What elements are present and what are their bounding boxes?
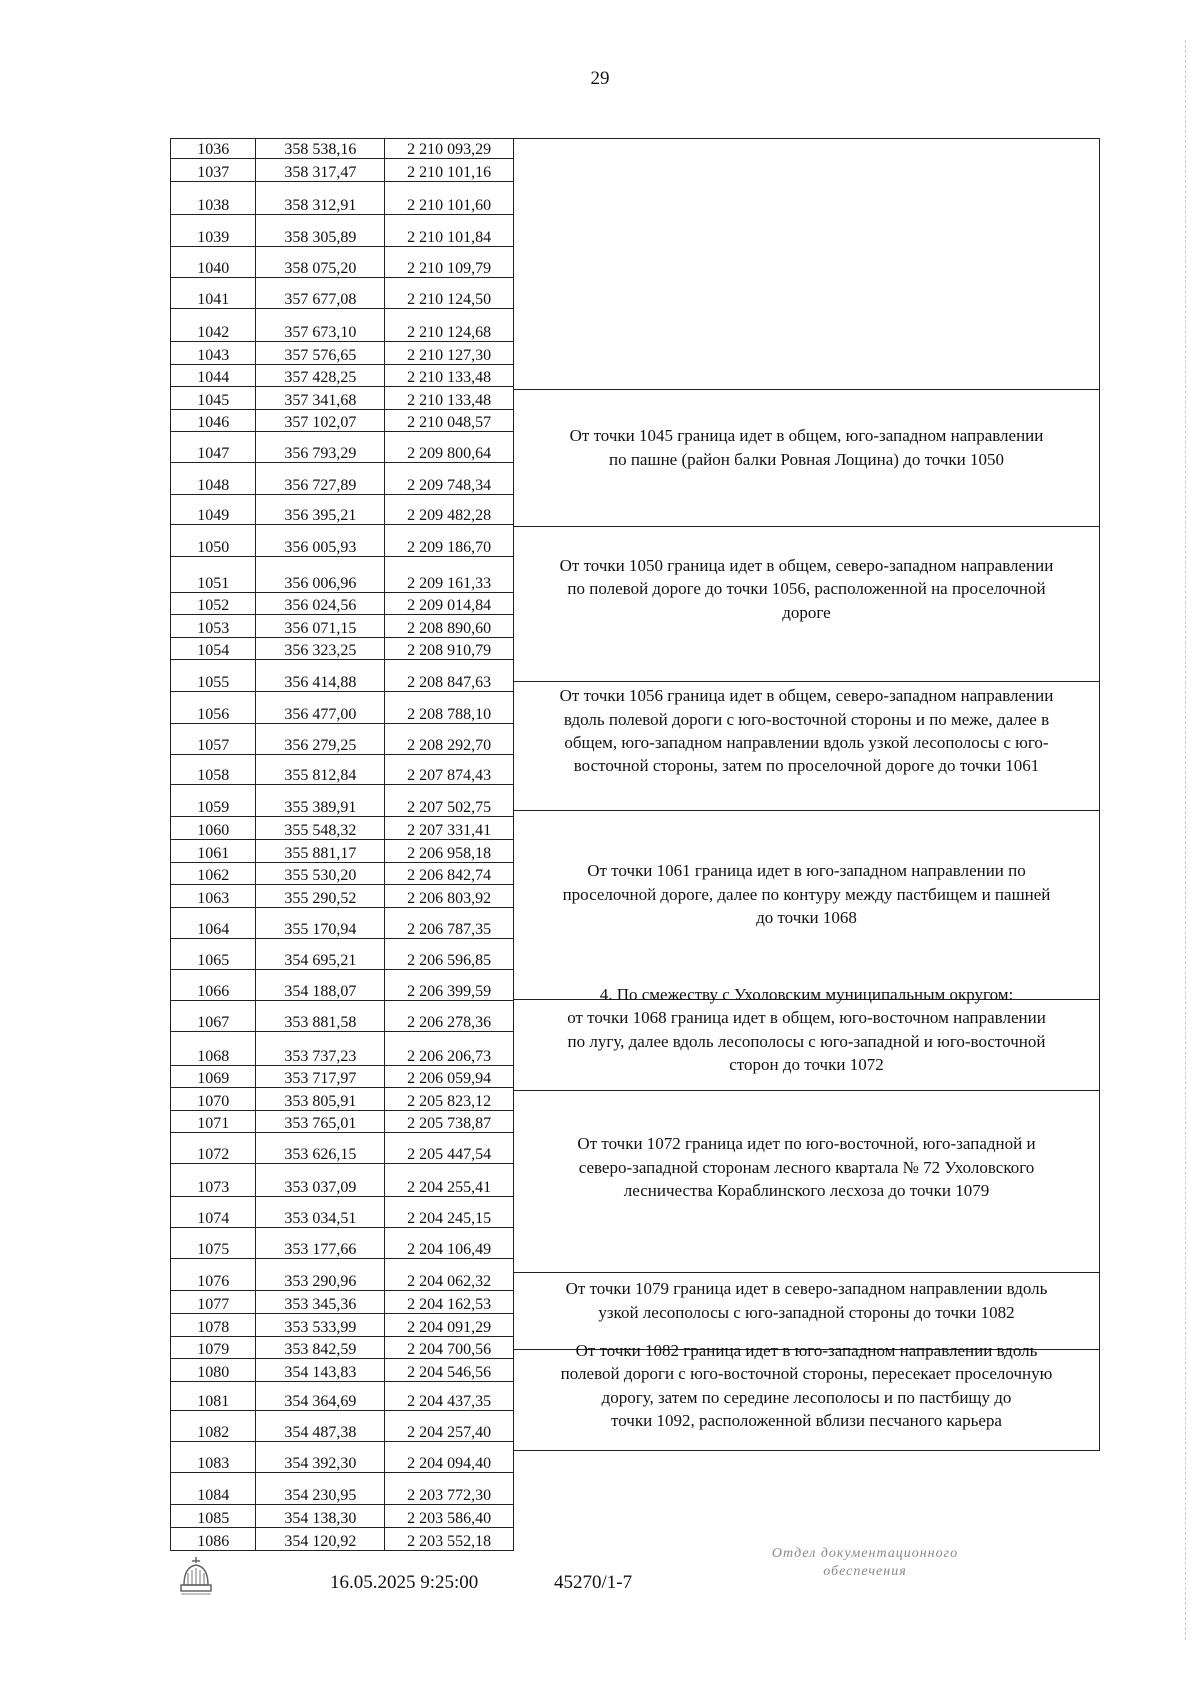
emblem-icon <box>178 1555 214 1597</box>
x-coordinate-cell: 358 312,91 <box>256 182 385 215</box>
x-coordinate-cell: 357 428,25 <box>256 364 385 387</box>
x-coordinate-cell: 356 006,96 <box>256 557 385 592</box>
point-number-cell: 1045 <box>171 387 256 410</box>
y-coordinate-cell: 2 210 101,60 <box>385 182 514 215</box>
point-number-cell: 1086 <box>171 1527 256 1550</box>
point-number-cell: 1070 <box>171 1088 256 1111</box>
table-row <box>171 592 514 615</box>
point-number-cell: 1065 <box>171 938 256 969</box>
table-row <box>171 637 514 660</box>
x-coordinate-cell: 357 677,08 <box>256 277 385 308</box>
point-number-cell: 1053 <box>171 615 256 638</box>
point-number-cell: 1054 <box>171 637 256 660</box>
point-number-cell: 1069 <box>171 1065 256 1088</box>
y-coordinate-cell: 2 207 331,41 <box>385 817 514 840</box>
table-row <box>171 159 514 182</box>
x-coordinate-cell: 353 037,09 <box>256 1163 385 1196</box>
table-row <box>171 182 514 215</box>
point-number-cell: 1051 <box>171 557 256 592</box>
x-coordinate-cell: 354 120,92 <box>256 1527 385 1550</box>
description-text <box>560 684 1054 778</box>
y-coordinate-cell: 2 209 161,33 <box>385 557 514 592</box>
x-coordinate-cell: 358 075,20 <box>256 246 385 277</box>
point-number-cell: 1084 <box>171 1473 256 1505</box>
x-coordinate-cell: 356 477,00 <box>256 691 385 723</box>
point-number-cell: 1072 <box>171 1133 256 1163</box>
y-coordinate-cell: 2 210 124,50 <box>385 277 514 308</box>
x-coordinate-cell: 354 695,21 <box>256 938 385 969</box>
point-number-cell: 1057 <box>171 723 256 754</box>
table-row <box>171 862 514 885</box>
point-number-cell: 1062 <box>171 862 256 885</box>
y-coordinate-cell: 2 206 278,36 <box>385 1001 514 1032</box>
y-coordinate-cell: 2 209 748,34 <box>385 462 514 494</box>
x-coordinate-cell: 357 576,65 <box>256 342 385 365</box>
x-coordinate-cell: 353 177,66 <box>256 1228 385 1259</box>
y-coordinate-cell: 2 204 700,56 <box>385 1336 514 1359</box>
y-coordinate-cell: 2 205 447,54 <box>385 1133 514 1163</box>
point-number-cell: 1080 <box>171 1359 256 1382</box>
y-coordinate-cell: 2 206 596,85 <box>385 938 514 969</box>
footer-date: 16.05.2025 9:25:00 <box>330 1572 479 1593</box>
table-row <box>171 1001 514 1032</box>
point-number-cell: 1082 <box>171 1410 256 1441</box>
point-number-cell: 1076 <box>171 1259 256 1291</box>
x-coordinate-cell: 356 279,25 <box>256 723 385 754</box>
table-row <box>171 494 514 524</box>
y-coordinate-cell: 2 204 062,32 <box>385 1259 514 1291</box>
point-number-cell: 1040 <box>171 246 256 277</box>
y-coordinate-cell: 2 209 482,28 <box>385 494 514 524</box>
y-coordinate-cell: 2 203 552,18 <box>385 1527 514 1550</box>
x-coordinate-cell: 353 290,96 <box>256 1259 385 1291</box>
table-row <box>171 1065 514 1088</box>
x-coordinate-cell: 355 812,84 <box>256 755 385 785</box>
point-number-cell: 1043 <box>171 342 256 365</box>
page-number: 29 <box>590 68 610 89</box>
table-row <box>171 1527 514 1550</box>
table-row <box>171 277 514 308</box>
table-row <box>171 691 514 723</box>
y-coordinate-cell: 2 204 094,40 <box>385 1441 514 1472</box>
table-row <box>171 1473 514 1505</box>
point-number-cell: 1039 <box>171 215 256 246</box>
table-row <box>171 1359 514 1382</box>
y-coordinate-cell: 2 210 133,48 <box>385 364 514 387</box>
description-line: лесничества Кораблинского лесхоза до точки 1079 <box>623 1181 990 1201</box>
table-row <box>171 432 514 462</box>
point-number-cell: 1047 <box>171 432 256 462</box>
description-line: дорогу, затем по середине лесополосы и по пастбищу до <box>601 1387 1012 1407</box>
table-row <box>171 785 514 817</box>
edge-marks <box>1183 40 1186 1640</box>
table-row <box>171 615 514 638</box>
x-coordinate-cell: 355 290,52 <box>256 885 385 908</box>
table-row <box>171 1088 514 1111</box>
description-line: восточной стороны, затем по проселочной дороге до точки 1061 <box>573 756 1040 776</box>
y-coordinate-cell: 2 210 048,57 <box>385 409 514 432</box>
description-line: от точки 1068 граница идет в общем, юго-восточном направлении <box>567 1008 1046 1028</box>
point-number-cell: 1073 <box>171 1163 256 1196</box>
description-line: узкой лесополосы с юго-западной стороны до точки 1082 <box>598 1302 1015 1322</box>
point-number-cell: 1048 <box>171 462 256 494</box>
y-coordinate-cell: 2 203 772,30 <box>385 1473 514 1505</box>
point-number-cell: 1077 <box>171 1291 256 1314</box>
department-stamp <box>715 1545 1015 1581</box>
x-coordinate-cell: 356 727,89 <box>256 462 385 494</box>
y-coordinate-cell: 2 204 106,49 <box>385 1228 514 1259</box>
y-coordinate-cell: 2 204 257,40 <box>385 1410 514 1441</box>
x-coordinate-cell: 357 341,68 <box>256 387 385 410</box>
x-coordinate-cell: 353 881,58 <box>256 1001 385 1032</box>
y-coordinate-cell: 2 204 091,29 <box>385 1314 514 1337</box>
description-text <box>566 1277 1048 1324</box>
point-number-cell: 1050 <box>171 524 256 556</box>
x-coordinate-cell: 354 392,30 <box>256 1441 385 1472</box>
y-coordinate-cell: 2 208 788,10 <box>385 691 514 723</box>
y-coordinate-cell: 2 210 133,48 <box>385 387 514 410</box>
boundary-table <box>170 138 1100 1551</box>
x-coordinate-cell: 358 305,89 <box>256 215 385 246</box>
y-coordinate-cell: 2 208 890,60 <box>385 615 514 638</box>
point-number-cell: 1056 <box>171 691 256 723</box>
table-row <box>171 723 514 754</box>
y-coordinate-cell: 2 210 101,84 <box>385 215 514 246</box>
point-number-cell: 1038 <box>171 182 256 215</box>
table-row <box>171 215 514 246</box>
y-coordinate-cell: 2 206 787,35 <box>385 907 514 938</box>
table-row <box>171 1163 514 1196</box>
table-row <box>171 970 514 1001</box>
point-number-cell: 1083 <box>171 1441 256 1472</box>
description-line: 4. По смежеству с Ухоловским муниципальным округом: <box>599 984 1014 1004</box>
y-coordinate-cell: 2 204 162,53 <box>385 1291 514 1314</box>
point-number-cell: 1068 <box>171 1032 256 1065</box>
description-text <box>577 1132 1035 1202</box>
description-line: вдоль полевой дороги с юго-восточной стороны и по меже, далее в <box>563 709 1050 729</box>
x-coordinate-cell: 354 138,30 <box>256 1505 385 1528</box>
x-coordinate-cell: 358 317,47 <box>256 159 385 182</box>
description-cell-9 <box>514 1321 1100 1451</box>
point-number-cell: 1049 <box>171 494 256 524</box>
table-row <box>171 462 514 494</box>
point-number-cell: 1066 <box>171 970 256 1001</box>
point-number-cell: 1037 <box>171 159 256 182</box>
description-line: общем, юго-западном направлении вдоль узкой лесополосы с юго- <box>564 733 1049 752</box>
table-row <box>171 387 514 410</box>
description-line: по полевой дороге до точки 1056, расположенной на проселочной <box>567 579 1046 599</box>
table-row <box>171 1259 514 1291</box>
table-row <box>171 839 514 862</box>
point-number-cell: 1042 <box>171 308 256 341</box>
stamp-line-2: обеспечения <box>823 1564 907 1580</box>
description-line: От точки 1045 граница идет в общем, юго-западном направлении <box>569 426 1044 446</box>
coordinates-table <box>170 138 514 1551</box>
description-line: От точки 1061 граница идет в юго-западном направлении по <box>587 861 1026 881</box>
point-number-cell: 1044 <box>171 364 256 387</box>
x-coordinate-cell: 353 533,99 <box>256 1314 385 1337</box>
table-row <box>171 755 514 785</box>
x-coordinate-cell: 356 323,25 <box>256 637 385 660</box>
x-coordinate-cell: 356 793,29 <box>256 432 385 462</box>
point-number-cell: 1074 <box>171 1196 256 1227</box>
y-coordinate-cell: 2 210 127,30 <box>385 342 514 365</box>
x-coordinate-cell: 357 673,10 <box>256 308 385 341</box>
y-coordinate-cell: 2 204 255,41 <box>385 1163 514 1196</box>
description-text <box>570 424 1044 471</box>
y-coordinate-cell: 2 210 101,16 <box>385 159 514 182</box>
x-coordinate-cell: 354 487,38 <box>256 1410 385 1441</box>
footer-document-number: 45270/1-7 <box>554 1572 633 1593</box>
table-row <box>171 1410 514 1441</box>
y-coordinate-cell: 2 208 292,70 <box>385 723 514 754</box>
point-number-cell: 1059 <box>171 785 256 817</box>
x-coordinate-cell: 355 530,20 <box>256 862 385 885</box>
x-coordinate-cell: 354 364,69 <box>256 1381 385 1410</box>
x-coordinate-cell: 353 805,91 <box>256 1088 385 1111</box>
x-coordinate-cell: 353 626,15 <box>256 1133 385 1163</box>
point-number-cell: 1058 <box>171 755 256 785</box>
table-row <box>171 1110 514 1133</box>
y-coordinate-cell: 2 209 186,70 <box>385 524 514 556</box>
point-number-cell: 1063 <box>171 885 256 908</box>
table-row <box>171 1381 514 1410</box>
description-text <box>563 859 1051 929</box>
x-coordinate-cell: 356 414,88 <box>256 660 385 691</box>
table-row <box>171 1314 514 1337</box>
table-row <box>171 1228 514 1259</box>
y-coordinate-cell: 2 204 437,35 <box>385 1381 514 1410</box>
x-coordinate-cell: 353 737,23 <box>256 1032 385 1065</box>
x-coordinate-cell: 353 345,36 <box>256 1291 385 1314</box>
x-coordinate-cell: 353 842,59 <box>256 1336 385 1359</box>
description-line: проселочной дороге, далее по контуру между пастбищем и пашней <box>562 884 1051 904</box>
description-line: От точки 1072 граница идет по юго-восточной, юго-западной и <box>577 1134 1036 1154</box>
table-row <box>171 139 514 159</box>
description-line: дороге <box>782 602 831 622</box>
description-line: От точки 1056 граница идет в общем, северо-западном направлении <box>559 686 1054 706</box>
table-row <box>171 907 514 938</box>
x-coordinate-cell: 353 765,01 <box>256 1110 385 1133</box>
table-row <box>171 1441 514 1472</box>
y-coordinate-cell: 2 210 109,79 <box>385 246 514 277</box>
description-cell-7 <box>514 1063 1100 1273</box>
table-row <box>171 364 514 387</box>
x-coordinate-cell: 356 395,21 <box>256 494 385 524</box>
y-coordinate-cell: 2 210 124,68 <box>385 308 514 341</box>
table-row <box>171 817 514 840</box>
y-coordinate-cell: 2 208 910,79 <box>385 637 514 660</box>
x-coordinate-cell: 353 717,97 <box>256 1065 385 1088</box>
point-number-cell: 1055 <box>171 660 256 691</box>
stamp-line-1: Отдел документационного <box>771 1546 959 1561</box>
table-row <box>171 1196 514 1227</box>
x-coordinate-cell: 355 389,91 <box>256 785 385 817</box>
table-row <box>171 1505 514 1528</box>
table-row <box>171 342 514 365</box>
point-number-cell: 1079 <box>171 1336 256 1359</box>
y-coordinate-cell: 2 206 399,59 <box>385 970 514 1001</box>
description-text <box>561 1339 1053 1433</box>
point-number-cell: 1067 <box>171 1001 256 1032</box>
point-number-cell: 1036 <box>171 139 256 159</box>
y-coordinate-cell: 2 205 823,12 <box>385 1088 514 1111</box>
y-coordinate-cell: 2 205 738,87 <box>385 1110 514 1133</box>
table-row <box>171 1032 514 1065</box>
point-number-cell: 1061 <box>171 839 256 862</box>
x-coordinate-cell: 355 548,32 <box>256 817 385 840</box>
y-coordinate-cell: 2 204 245,15 <box>385 1196 514 1227</box>
x-coordinate-cell: 355 170,94 <box>256 907 385 938</box>
point-number-cell: 1085 <box>171 1505 256 1528</box>
table-row <box>171 660 514 691</box>
x-coordinate-cell: 358 538,16 <box>256 139 385 159</box>
point-number-cell: 1078 <box>171 1314 256 1337</box>
point-number-cell: 1046 <box>171 409 256 432</box>
description-cell-1 <box>514 138 1100 390</box>
y-coordinate-cell: 2 207 874,43 <box>385 755 514 785</box>
y-coordinate-cell: 2 208 847,63 <box>385 660 514 691</box>
y-coordinate-cell: 2 209 800,64 <box>385 432 514 462</box>
table-row <box>171 524 514 556</box>
point-number-cell: 1060 <box>171 817 256 840</box>
point-number-cell: 1075 <box>171 1228 256 1259</box>
point-number-cell: 1071 <box>171 1110 256 1133</box>
y-coordinate-cell: 2 207 502,75 <box>385 785 514 817</box>
table-row <box>171 938 514 969</box>
description-line: северо-западной сторонам лесного квартала № 72 Ухоловского <box>578 1157 1035 1177</box>
description-line: полевой дороги с юго-восточной стороны, пересекает проселочную <box>560 1364 1053 1384</box>
point-number-cell: 1052 <box>171 592 256 615</box>
y-coordinate-cell: 2 204 546,56 <box>385 1359 514 1382</box>
description-line: От точки 1082 граница идет в юго-западном направлении вдоль <box>575 1340 1038 1360</box>
y-coordinate-cell: 2 206 059,94 <box>385 1065 514 1088</box>
x-coordinate-cell: 354 188,07 <box>256 970 385 1001</box>
description-text <box>560 554 1054 624</box>
description-cell-4 <box>514 652 1100 811</box>
table-row <box>171 308 514 341</box>
y-coordinate-cell: 2 206 842,74 <box>385 862 514 885</box>
x-coordinate-cell: 356 005,93 <box>256 524 385 556</box>
table-row <box>171 409 514 432</box>
y-coordinate-cell: 2 210 093,29 <box>385 139 514 159</box>
description-line: до точки 1068 <box>756 908 857 928</box>
x-coordinate-cell: 354 143,83 <box>256 1359 385 1382</box>
description-line: От точки 1079 граница идет в северо-западном направлении вдоль <box>565 1279 1048 1299</box>
x-coordinate-cell: 354 230,95 <box>256 1473 385 1505</box>
y-coordinate-cell: 2 206 206,73 <box>385 1032 514 1065</box>
y-coordinate-cell: 2 209 014,84 <box>385 592 514 615</box>
table-row <box>171 885 514 908</box>
table-row <box>171 1291 514 1314</box>
description-line: сторон до точки 1072 <box>729 1054 884 1074</box>
x-coordinate-cell: 353 034,51 <box>256 1196 385 1227</box>
description-line: От точки 1050 граница идет в общем, северо-западном направлении <box>559 555 1054 575</box>
point-number-cell: 1041 <box>171 277 256 308</box>
table-row <box>171 557 514 592</box>
x-coordinate-cell: 355 881,17 <box>256 839 385 862</box>
table-row <box>171 246 514 277</box>
table-row <box>171 1133 514 1163</box>
point-number-cell: 1064 <box>171 907 256 938</box>
y-coordinate-cell: 2 206 958,18 <box>385 839 514 862</box>
description-line: точки 1092, расположенной вблизи песчаного карьера <box>611 1410 1002 1430</box>
x-coordinate-cell: 357 102,07 <box>256 409 385 432</box>
x-coordinate-cell: 356 024,56 <box>256 592 385 615</box>
y-coordinate-cell: 2 203 586,40 <box>385 1505 514 1528</box>
point-number-cell: 1081 <box>171 1381 256 1410</box>
description-line: по лугу, далее вдоль лесополосы с юго-западной и юго-восточной <box>567 1031 1046 1051</box>
table-row <box>171 1336 514 1359</box>
description-line: по пашне (район балки Ровная Лощина) до точки 1050 <box>608 449 1004 469</box>
y-coordinate-cell: 2 206 803,92 <box>385 885 514 908</box>
x-coordinate-cell: 356 071,15 <box>256 615 385 638</box>
